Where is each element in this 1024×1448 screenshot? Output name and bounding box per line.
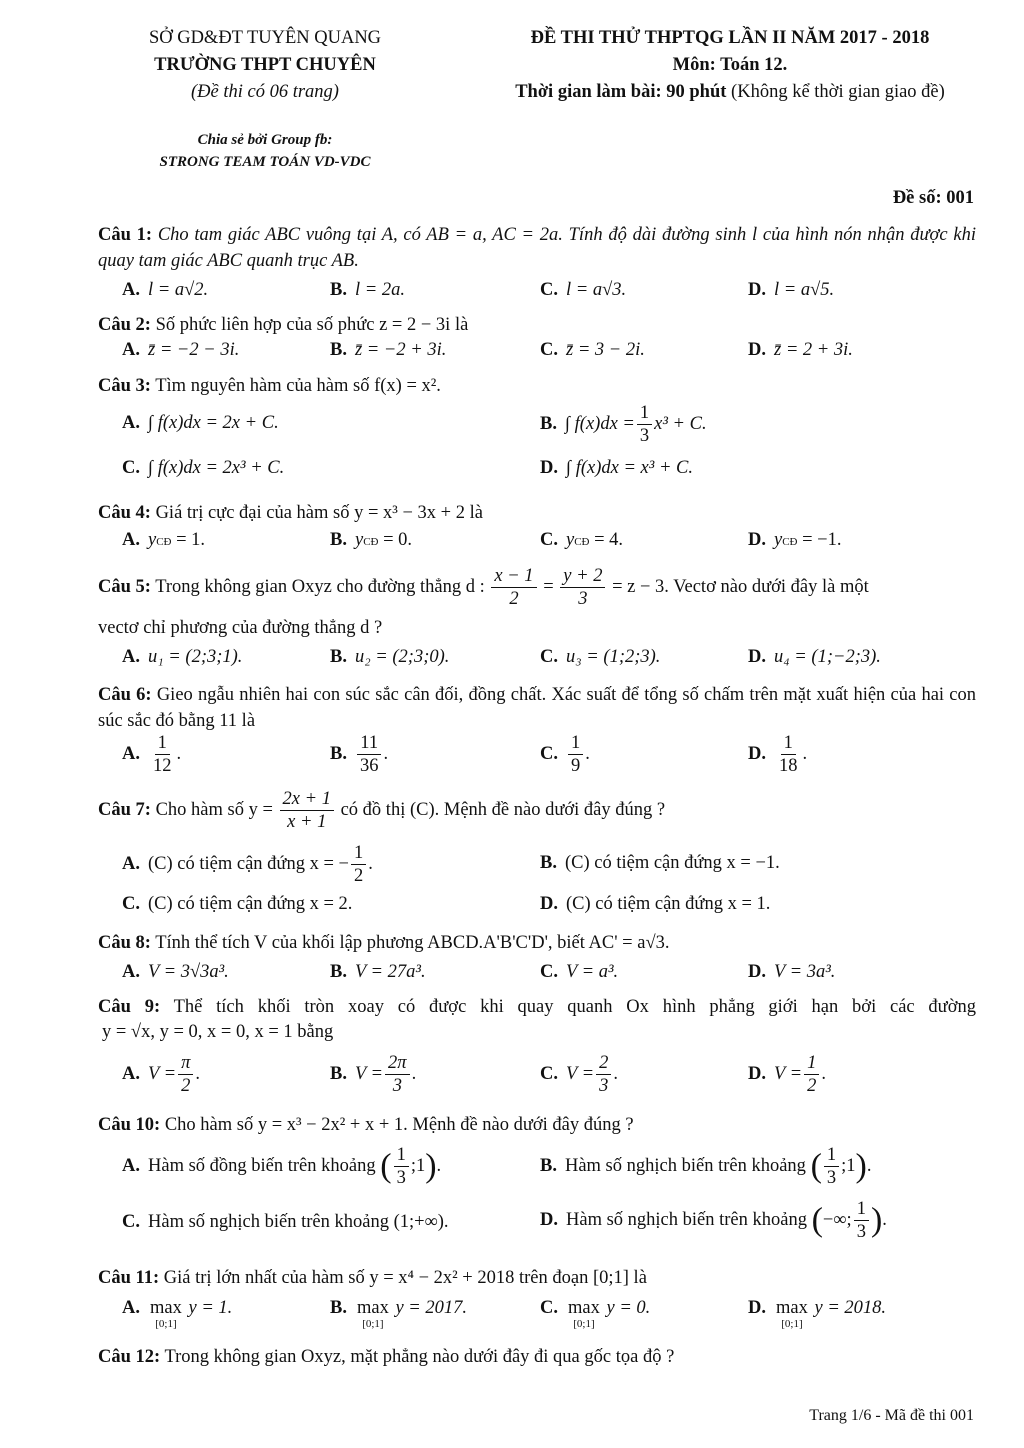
option-a: A. u₁ = (2;3;1). xyxy=(122,647,243,667)
question-label: Câu 3: xyxy=(98,376,151,396)
page-count-note: (Đề thi có 06 trang) xyxy=(191,82,339,102)
question-6 xyxy=(98,682,976,734)
option-c: C. yCĐ = 4. xyxy=(540,530,624,550)
question-text: Trong không gian Oxyz cho đường thẳng d : xyxy=(155,576,485,597)
question-8 xyxy=(98,930,976,956)
subject: Môn: Toán 12. xyxy=(672,55,788,75)
option-a: A. V = 3√3a³. xyxy=(122,962,229,982)
option-b: B. Hàm số nghịch biến trên khoảng ( $\frac{1}{3}$ ;1). xyxy=(540,1145,872,1188)
question-text: Cho hàm số y = xyxy=(155,799,273,820)
fraction: $\frac{1}{3}$ xyxy=(637,402,652,447)
option-d: D. yCĐ = −1. xyxy=(748,530,842,550)
option-a: A. (C) có tiệm cận đứng x = − $\frac{1}{2}$ . xyxy=(122,843,373,886)
question-text: Cho hàm số y = x³ − 2x² + x + 1. Mệnh đề nào dưới đây đúng ? xyxy=(164,1115,634,1135)
school-department: SỞ GD&ĐT TUYÊN QUANG xyxy=(148,28,382,48)
question-label: Câu 10: xyxy=(98,1115,161,1135)
school-name: TRƯỜNG THPT CHUYÊN xyxy=(154,55,376,75)
fraction: $\frac{2x + 1}{x + 1}$ xyxy=(280,788,334,833)
option-b: B. l = 2a. xyxy=(330,280,405,300)
question-label: Câu 1: xyxy=(98,225,153,245)
question-label: Câu 5: xyxy=(98,576,151,597)
duration-label: Thời gian làm bài: 90 phút xyxy=(515,82,727,102)
question-text: Giá trị lớn nhất của hàm số y = x⁴ − 2x² + 2018 trên đoạn [0;1] là xyxy=(163,1268,647,1288)
question-text: có đồ thị (C). Mệnh đề nào dưới đây đúng ? xyxy=(340,799,666,820)
option-b: B. V = 27a³. xyxy=(330,962,426,982)
share-note: Chia sẻ bởi Group fb: xyxy=(197,132,333,148)
option-a: A. l = a√2. xyxy=(122,280,209,300)
question-9 xyxy=(98,994,976,1020)
option-b: B. V = $\frac{2\pi}{3}$ . xyxy=(330,1053,417,1096)
option-a: A. max [0;1] y = 1. xyxy=(122,1298,233,1330)
question-7 xyxy=(98,788,665,833)
option-b: B. ∫ f(x)dx = $\frac{1}{3}$ x³ + C. xyxy=(540,403,707,446)
option-a: A. $\frac{1}{12}$ . xyxy=(122,733,182,776)
fraction: $\frac{x - 1}{2}$ xyxy=(491,565,536,610)
question-label: Câu 8: xyxy=(98,933,151,953)
duration-note: (Không kể thời gian giao đề) xyxy=(731,82,945,102)
option-d: D. $\frac{1}{18}$ . xyxy=(748,733,808,776)
question-label: Câu 12: xyxy=(98,1347,161,1367)
option-a: A. ∫ f(x)dx = 2x + C. xyxy=(122,413,279,433)
question-label: Câu 11: xyxy=(98,1268,160,1288)
option-c: C. u₃ = (1;2;3). xyxy=(540,647,661,667)
question-text: Số phức liên hợp của số phức z = 2 − 3i là xyxy=(155,315,469,335)
option-b: B. yCĐ = 0. xyxy=(330,530,413,550)
option-c: C. z̄ = 3 − 2i. xyxy=(540,340,645,360)
fraction: $\frac{y + 2}{3}$ xyxy=(560,565,605,610)
option-d: D. l = a√5. xyxy=(748,280,835,300)
option-c: C. V = a³. xyxy=(540,962,619,982)
question-text: Gieo ngẫu nhiên hai con súc sắc cân đối, đồng chất. Xác suất để tổng số chấm trên mặt xuất hiện của hai con súc sắc đó bằng 11 là xyxy=(98,685,977,731)
question-text: Tìm nguyên hàm của hàm số f(x) = x². xyxy=(155,376,441,396)
option-b: B. z̄ = −2 + 3i. xyxy=(330,340,447,360)
question-text: Trong không gian Oxyz, mặt phẳng nào dưới đây đi qua gốc tọa độ ? xyxy=(164,1347,675,1367)
question-text: Cho tam giác ABC vuông tại A, có AB = a, AC = 2a. Tính độ dài đường sinh l của hình nón nhận được khi quay tam giác ABC quanh trục AB. xyxy=(98,225,976,271)
question-label: Câu 4: xyxy=(98,503,151,523)
option-d: D. V = $\frac{1}{2}$ . xyxy=(748,1053,826,1096)
option-b: B. u₂ = (2;3;0). xyxy=(330,647,450,667)
option-c: C. V = $\frac{2}{3}$ . xyxy=(540,1053,618,1096)
option-c: C. ∫ f(x)dx = 2x³ + C. xyxy=(122,458,285,478)
exam-code: Đề số: 001 xyxy=(892,188,974,208)
question-10 xyxy=(98,1112,976,1138)
share-group: STRONG TEAM TOÁN VD-VDC xyxy=(159,154,371,170)
option-c: C. Hàm số nghịch biến trên khoảng (1;+∞). xyxy=(122,1212,449,1232)
option-d: D. z̄ = 2 + 3i. xyxy=(748,340,853,360)
option-c: C. l = a√3. xyxy=(540,280,627,300)
question-9-continued: y = √x, y = 0, x = 0, x = 1 bằng xyxy=(102,1022,334,1042)
option-b: B. (C) có tiệm cận đứng x = −1. xyxy=(540,853,780,873)
question-11 xyxy=(98,1265,976,1291)
question-label: Câu 2: xyxy=(98,315,151,335)
question-text: Tính thể tích V của khối lập phương ABCD.A'B'C'D', biết AC' = a√3. xyxy=(155,933,670,953)
question-label: Câu 6: xyxy=(98,685,152,705)
question-label: Câu 9: xyxy=(98,997,161,1017)
option-c: C. max [0;1] y = 0. xyxy=(540,1298,651,1330)
option-c: C. $\frac{1}{9}$ . xyxy=(540,733,590,776)
question-2 xyxy=(98,312,976,338)
question-text: Giá trị cực đại của hàm số y = x³ − 3x + 2 là xyxy=(155,503,483,523)
option-c: C. (C) có tiệm cận đứng x = 2. xyxy=(122,894,353,914)
option-d: D. u₄ = (1;−2;3). xyxy=(748,647,881,667)
question-12 xyxy=(98,1344,976,1370)
question-5-continued: vectơ chỉ phương của đường thẳng d ? xyxy=(98,618,383,638)
question-1 xyxy=(98,222,976,274)
option-a: A. V = $\frac{\pi}{2}$ . xyxy=(122,1053,200,1096)
option-a: A. Hàm số đồng biến trên khoảng ( $\frac{1}{3}$ ;1). xyxy=(122,1145,442,1188)
page-footer: Trang 1/6 - Mã đề thi 001 xyxy=(809,1407,974,1424)
option-d: D. ∫ f(x)dx = x³ + C. xyxy=(540,458,694,478)
option-a: A. yCĐ = 1. xyxy=(122,530,206,550)
option-d: D. (C) có tiệm cận đứng x = 1. xyxy=(540,894,771,914)
question-3 xyxy=(98,373,976,399)
exam-duration xyxy=(460,82,1000,103)
question-text: Thể tích khối tròn xoay có được khi quay quanh Ox hình phẳng giới hạn bởi các đường xyxy=(173,997,976,1017)
option-a: A. z̄ = −2 − 3i. xyxy=(122,340,240,360)
option-b: B. $\frac{11}{36}$ . xyxy=(330,733,389,776)
option-d: D. Hàm số nghịch biến trên khoảng (−∞; $\frac{1}{3}$ ). xyxy=(540,1199,887,1242)
question-4 xyxy=(98,500,976,526)
option-d: D. V = 3a³. xyxy=(748,962,836,982)
question-text: = z − 3. Vectơ nào dưới đây là một xyxy=(612,576,869,597)
question-label: Câu 7: xyxy=(98,799,151,820)
option-d: D. max [0;1] y = 2018. xyxy=(748,1298,887,1330)
exam-title: ĐỀ THI THỬ THPTQG LẦN II NĂM 2017 - 2018 xyxy=(530,28,930,48)
option-b: B. max [0;1] y = 2017. xyxy=(330,1298,468,1330)
question-5: Câu 5: Trong không gian Oxyz cho đường thẳng d : $\frac{x - 1}{2}$ = $\frac{y + 2}{3}$ = z − 3. Vectơ nào dưới đây là một xyxy=(98,566,869,609)
